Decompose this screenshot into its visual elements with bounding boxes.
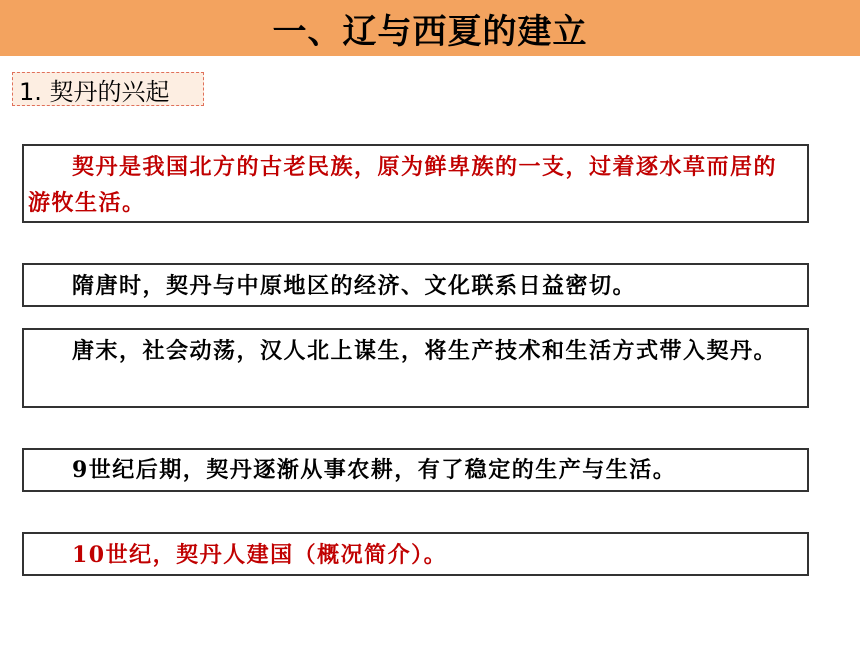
text-box-tenth-century-text: 10世纪，契丹人建国（概况简介）。: [72, 542, 448, 568]
text-box-ninth-century-text: 9世纪后期，契丹逐渐从事农耕，有了稳定的生产与生活。: [72, 457, 677, 483]
text-box-ninth-century: [22, 448, 809, 492]
text-box-tenth-century: [22, 532, 809, 576]
section-label: [12, 72, 204, 106]
text-box-late-tang-text: 唐末，社会动荡，汉人北上谋生，将生产技术和生活方式带入契丹。: [72, 338, 778, 364]
text-box-sui-tang: [22, 263, 809, 307]
section-label-text: 1. 契丹的兴起: [19, 77, 170, 106]
text-box-sui-tang-text: 隋唐时，契丹与中原地区的经济、文化联系日益密切。: [72, 273, 637, 299]
text-box-origin-text: 契丹是我国北方的古老民族，原为鲜卑族的一支，过着逐水草而居的游牧生活。: [28, 154, 778, 216]
text-box-origin: [22, 144, 809, 223]
text-box-late-tang: [22, 328, 809, 408]
slide-title-bar: [0, 0, 860, 56]
slide-title: 一、辽与西夏的建立: [272, 11, 588, 52]
